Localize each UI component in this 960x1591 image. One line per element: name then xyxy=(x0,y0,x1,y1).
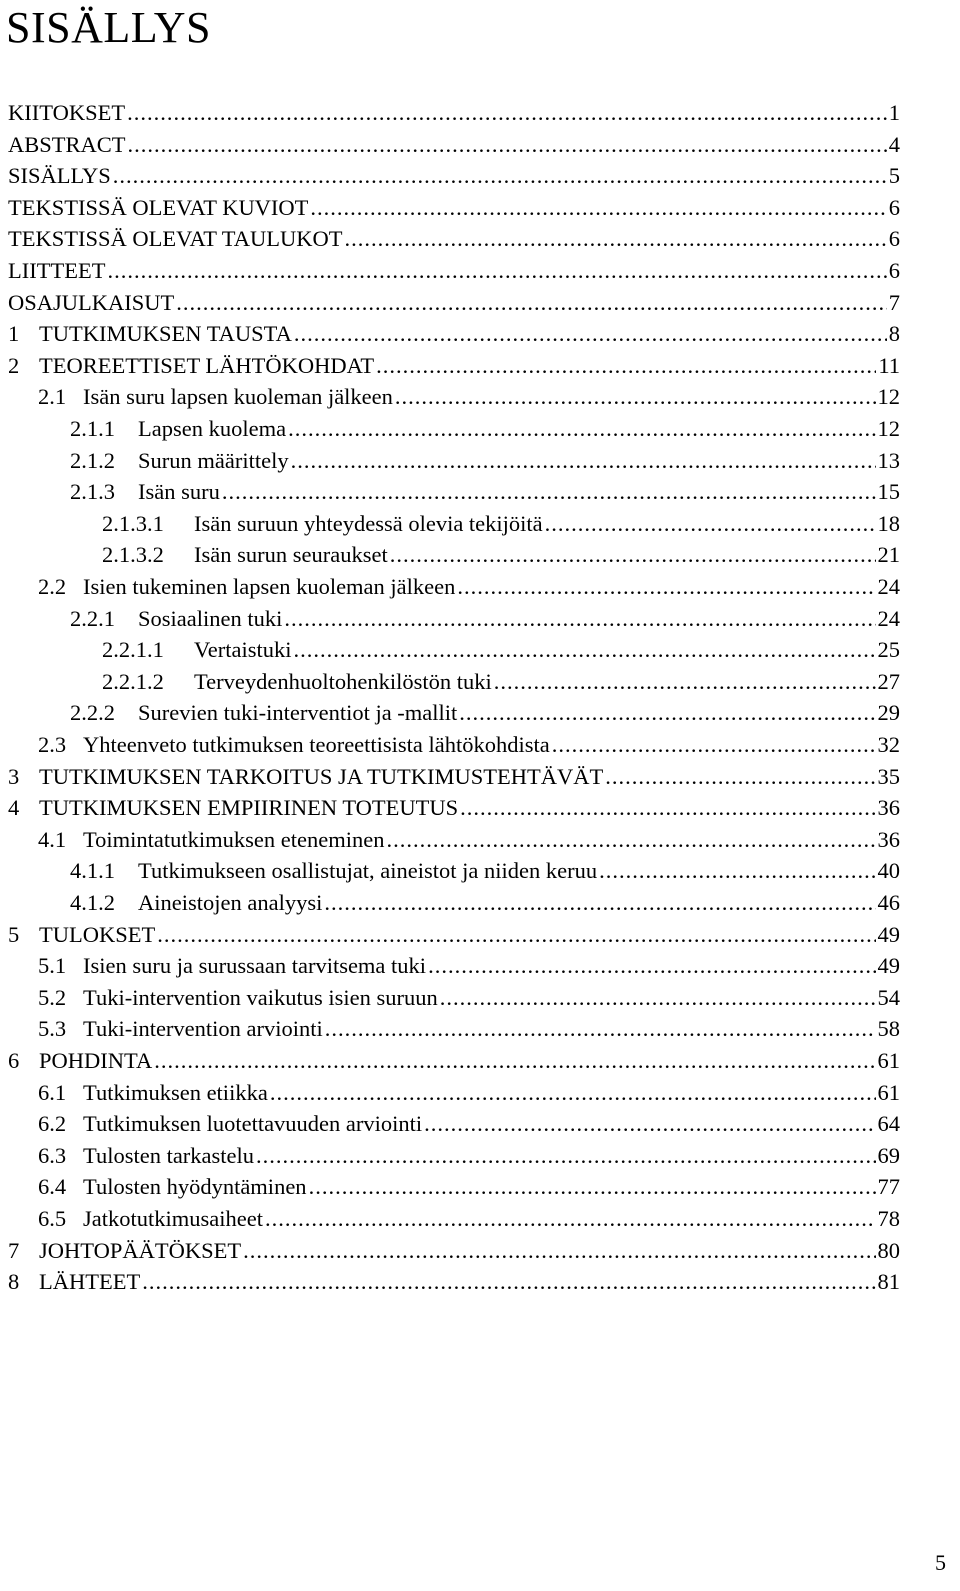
toc-entry[interactable] xyxy=(38,571,900,603)
toc-entry-label: Lapsen kuolema xyxy=(138,416,287,441)
toc-entry-number: 5.2 xyxy=(38,984,67,1010)
toc-entry-label: JOHTOPÄÄTÖKSET xyxy=(39,1237,242,1263)
toc-entry[interactable] xyxy=(70,855,900,887)
toc-entry-number: 4.1.1 xyxy=(70,858,115,884)
toc-entry-label: Tulosten tarkastelu xyxy=(83,1142,255,1168)
toc-entry-label: OSAJULKAISUT xyxy=(8,289,175,315)
toc-entry-number: 2.2 xyxy=(38,574,67,599)
toc-entry-number: 6.5 xyxy=(38,1206,67,1231)
toc-dot-leader xyxy=(243,1235,875,1267)
toc-entry-page: 25 xyxy=(877,637,900,663)
toc-entry[interactable] xyxy=(38,1108,900,1140)
page-number: 5 xyxy=(935,1550,946,1575)
toc-dot-leader xyxy=(310,192,886,224)
toc-entry-label: Surun määrittely xyxy=(138,447,289,473)
toc-entry[interactable] xyxy=(102,634,900,666)
toc-entry-number: 5 xyxy=(8,921,20,947)
toc-entry-label: POHDINTA xyxy=(39,1048,153,1073)
toc-entry-page: 77 xyxy=(877,1174,900,1200)
toc-entry-page: 58 xyxy=(877,1016,900,1042)
toc-entry-page: 64 xyxy=(877,1111,900,1137)
toc-entry-label: Isän suru xyxy=(138,479,220,505)
toc-dot-leader xyxy=(459,697,875,729)
toc-entry-label: Terveydenhuoltohenkilöstön tuki xyxy=(194,668,492,694)
toc-dot-leader xyxy=(128,129,887,161)
toc-dot-leader xyxy=(127,97,887,129)
toc-entry[interactable] xyxy=(8,350,900,382)
toc-entry-number: 2.3 xyxy=(38,732,67,757)
toc-entry-page: 12 xyxy=(877,416,900,441)
toc-entry-label: TULOKSET xyxy=(39,921,156,947)
toc-dot-leader xyxy=(113,160,887,192)
toc-entry-number: 6.4 xyxy=(38,1174,67,1200)
toc-entry-label: TEKSTISSÄ OLEVAT KUVIOT xyxy=(8,194,309,220)
toc-entry-label: Aineistojen analyysi xyxy=(138,890,323,915)
toc-dot-leader xyxy=(545,508,876,540)
toc-dot-leader xyxy=(460,792,875,824)
toc-entry-label: Isien suru ja surussaan tarvitsema tuki xyxy=(83,953,427,979)
toc-entry-label: Tuki-intervention arviointi xyxy=(83,1016,323,1042)
toc-dot-leader xyxy=(428,950,875,982)
toc-entry[interactable] xyxy=(8,287,900,319)
toc-dot-leader xyxy=(324,887,875,919)
toc-entry-label: Vertaistuki xyxy=(194,637,292,663)
toc-entry-number: 2.1 xyxy=(38,384,67,410)
toc-entry[interactable] xyxy=(8,1266,900,1298)
toc-entry-page: 11 xyxy=(878,352,900,378)
toc-dot-leader xyxy=(440,982,876,1014)
toc-dot-leader xyxy=(605,761,875,793)
toc-entry-label: ABSTRACT xyxy=(8,131,126,157)
toc-dot-leader xyxy=(154,1045,875,1077)
toc-entry-label: Isien tukeminen lapsen kuoleman jälkeen xyxy=(83,574,456,599)
toc-dot-leader xyxy=(390,539,876,571)
toc-entry-page: 80 xyxy=(877,1237,900,1263)
toc-entry-page: 12 xyxy=(877,384,900,410)
toc-entry-number: 6.1 xyxy=(38,1079,67,1105)
toc-entry-page: 49 xyxy=(877,953,900,979)
toc-entry-page: 29 xyxy=(877,700,900,726)
toc-dot-leader xyxy=(265,1203,876,1235)
toc-entry-number: 4.1.2 xyxy=(70,890,115,915)
toc-entry-page: 6 xyxy=(888,194,900,220)
toc-dot-leader xyxy=(288,413,875,445)
toc-entry-page: 24 xyxy=(877,574,900,599)
toc-entry[interactable] xyxy=(70,697,900,729)
toc-entry-page: 4 xyxy=(888,131,900,157)
toc-entry-number: 2.2.2 xyxy=(70,700,115,726)
toc-entry-page: 15 xyxy=(877,479,900,505)
toc-dot-leader xyxy=(424,1108,875,1140)
toc-entry-number: 3 xyxy=(8,763,20,789)
toc-entry-page: 46 xyxy=(877,890,900,915)
toc-entry[interactable] xyxy=(38,729,900,761)
toc-dot-leader xyxy=(309,1171,876,1203)
toc-entry[interactable] xyxy=(38,1013,900,1045)
toc-dot-leader xyxy=(176,287,886,319)
toc-entry-label: LÄHTEET xyxy=(39,1269,141,1295)
toc-dot-leader xyxy=(293,634,875,666)
toc-entry-page: 61 xyxy=(877,1048,900,1073)
toc-entry-label: TUTKIMUKSEN EMPIIRINEN TOTEUTUS xyxy=(39,795,459,821)
toc-entry[interactable] xyxy=(38,1140,900,1172)
toc-entry[interactable] xyxy=(70,603,900,635)
toc-entry-page: 7 xyxy=(888,289,900,315)
toc-entry[interactable] xyxy=(70,445,900,477)
toc-entry-label: Jatkotutkimusaiheet xyxy=(83,1206,263,1231)
toc-entry-label: Isän suru lapsen kuoleman jälkeen xyxy=(83,384,393,410)
toc-dot-leader xyxy=(344,223,886,255)
toc-entry-number: 6 xyxy=(8,1048,20,1073)
toc-entry-number: 4.1 xyxy=(38,826,67,852)
toc-entry[interactable] xyxy=(8,318,900,350)
toc-entry-label: Tuki-intervention vaikutus isien suruun xyxy=(83,984,438,1010)
toc-entry[interactable] xyxy=(38,824,900,856)
toc-dot-leader xyxy=(270,1077,876,1109)
toc-entry-page: 18 xyxy=(877,510,900,536)
toc-entry[interactable] xyxy=(70,476,900,508)
toc-entry-label: Tulosten hyödyntäminen xyxy=(83,1174,307,1200)
toc-entry[interactable] xyxy=(102,508,900,540)
toc-entry[interactable] xyxy=(38,1203,900,1235)
toc-dot-leader xyxy=(294,318,887,350)
toc-entry-page: 35 xyxy=(877,763,900,789)
toc-dot-leader xyxy=(494,666,876,698)
toc-entry-label: Tutkimuksen luotettavuuden arviointi xyxy=(83,1111,423,1137)
toc-entry-label: Tutkimuksen etiikka xyxy=(83,1079,268,1105)
toc-entry-page: 8 xyxy=(888,321,900,347)
toc-entry-number: 5.1 xyxy=(38,953,67,979)
toc-dot-leader xyxy=(387,824,876,856)
toc-entry-number: 2.1.3.1 xyxy=(102,510,164,536)
toc-entry-number: 2.1.1 xyxy=(70,416,115,441)
toc-entry[interactable] xyxy=(102,539,900,571)
toc-dot-leader xyxy=(457,571,875,603)
toc-entry-page: 40 xyxy=(877,858,900,884)
toc-entry-number: 7 xyxy=(8,1237,20,1263)
toc-entry-label: Toimintatutkimuksen eteneminen xyxy=(83,826,385,852)
toc-entry-page: 27 xyxy=(877,668,900,694)
toc-entry-number: 2.1.3 xyxy=(70,479,115,505)
toc-entry-page: 69 xyxy=(877,1142,900,1168)
toc-entry[interactable] xyxy=(8,160,900,192)
toc-entry-label: Sosiaalinen tuki xyxy=(138,605,283,631)
toc-entry-page: 21 xyxy=(877,542,900,568)
page-title: SISÄLLYS xyxy=(6,3,211,52)
toc-entry-page: 13 xyxy=(877,447,900,473)
toc-entry[interactable] xyxy=(8,223,900,255)
toc-entry-number: 8 xyxy=(8,1269,20,1295)
toc-entry[interactable] xyxy=(38,1077,900,1109)
toc-entry[interactable] xyxy=(70,413,900,445)
toc-entry-label: LIITTEET xyxy=(8,258,106,283)
toc-dot-leader xyxy=(395,381,876,413)
toc-entry-label: Surevien tuki-interventiot ja -mallit xyxy=(138,700,458,726)
toc-entry-number: 2 xyxy=(8,352,20,378)
toc-entry-label: KIITOKSET xyxy=(8,100,126,125)
toc-entry-page: 24 xyxy=(877,605,900,631)
toc-entry-label: SISÄLLYS xyxy=(8,163,111,189)
toc-entry[interactable] xyxy=(8,255,900,287)
toc-entry[interactable] xyxy=(8,761,900,793)
toc-entry-number: 6.3 xyxy=(38,1142,67,1168)
toc-entry-number: 6.2 xyxy=(38,1111,67,1137)
toc-dot-leader xyxy=(256,1140,875,1172)
toc-entry-label: Tutkimukseen osallistujat, aineistot ja niiden keruu xyxy=(138,858,598,884)
toc-entry-number: 2.2.1.1 xyxy=(102,637,164,663)
toc-dot-leader xyxy=(291,445,876,477)
toc-entry-number: 5.3 xyxy=(38,1016,67,1042)
toc-entry[interactable] xyxy=(70,887,900,919)
toc-dot-leader xyxy=(107,255,886,287)
toc-entry-number: 2.1.2 xyxy=(70,447,115,473)
toc-dot-leader xyxy=(599,855,875,887)
toc-dot-leader xyxy=(284,603,875,635)
toc-entry-page: 36 xyxy=(877,795,900,821)
toc-entry[interactable] xyxy=(102,666,900,698)
toc-dot-leader xyxy=(376,350,876,382)
toc-entry-page: 81 xyxy=(877,1269,900,1295)
toc-entry[interactable] xyxy=(38,982,900,1014)
toc-dot-leader xyxy=(157,919,875,951)
toc-entry-number: 2.1.3.2 xyxy=(102,542,164,568)
toc-entry-page: 6 xyxy=(888,258,900,283)
toc-entry-page: 78 xyxy=(877,1206,900,1231)
toc-entry[interactable] xyxy=(8,919,900,951)
toc-entry-label: Isän suruun yhteydessä olevia tekijöitä xyxy=(194,510,543,536)
toc-entry-page: 54 xyxy=(877,984,900,1010)
toc-entry-label: TUTKIMUKSEN TAUSTA xyxy=(39,321,292,347)
toc-entry-page: 5 xyxy=(888,163,900,189)
toc-entry-number: 2.2.1 xyxy=(70,605,115,631)
toc-entry[interactable] xyxy=(8,1235,900,1267)
toc-entry-label: Yhteenveto tutkimuksen teoreettisista lähtökohdista xyxy=(83,732,550,757)
toc-entry-page: 61 xyxy=(877,1079,900,1105)
toc-entry-label: TEKSTISSÄ OLEVAT TAULUKOT xyxy=(8,226,343,252)
toc-entry[interactable] xyxy=(38,381,900,413)
toc-entry-label: TUTKIMUKSEN TARKOITUS JA TUTKIMUSTEHTÄVÄT xyxy=(39,763,604,789)
toc-dot-leader xyxy=(325,1013,876,1045)
toc-entry-label: TEOREETTISET LÄHTÖKOHDAT xyxy=(39,352,375,378)
toc-entry-page: 6 xyxy=(888,226,900,252)
toc-entry-number: 2.2.1.2 xyxy=(102,668,164,694)
toc-entry-page: 36 xyxy=(877,826,900,852)
toc-entry[interactable] xyxy=(8,97,900,129)
toc-entry-number: 4 xyxy=(8,795,20,821)
toc-entry-page: 32 xyxy=(877,732,900,757)
toc-dot-leader xyxy=(552,729,876,761)
toc-entry[interactable] xyxy=(8,192,900,224)
toc-dot-leader xyxy=(222,476,876,508)
toc-entry[interactable] xyxy=(38,1171,900,1203)
toc-entry[interactable] xyxy=(8,792,900,824)
toc-entry-number: 1 xyxy=(8,321,20,347)
toc-dot-leader xyxy=(142,1266,875,1298)
toc-entry-page: 49 xyxy=(877,921,900,947)
toc-entry-label: Isän surun seuraukset xyxy=(194,542,388,568)
toc-entry[interactable] xyxy=(8,1045,900,1077)
toc-entry[interactable] xyxy=(8,129,900,161)
toc-entry-page: 1 xyxy=(888,100,900,125)
toc-entry[interactable] xyxy=(38,950,900,982)
